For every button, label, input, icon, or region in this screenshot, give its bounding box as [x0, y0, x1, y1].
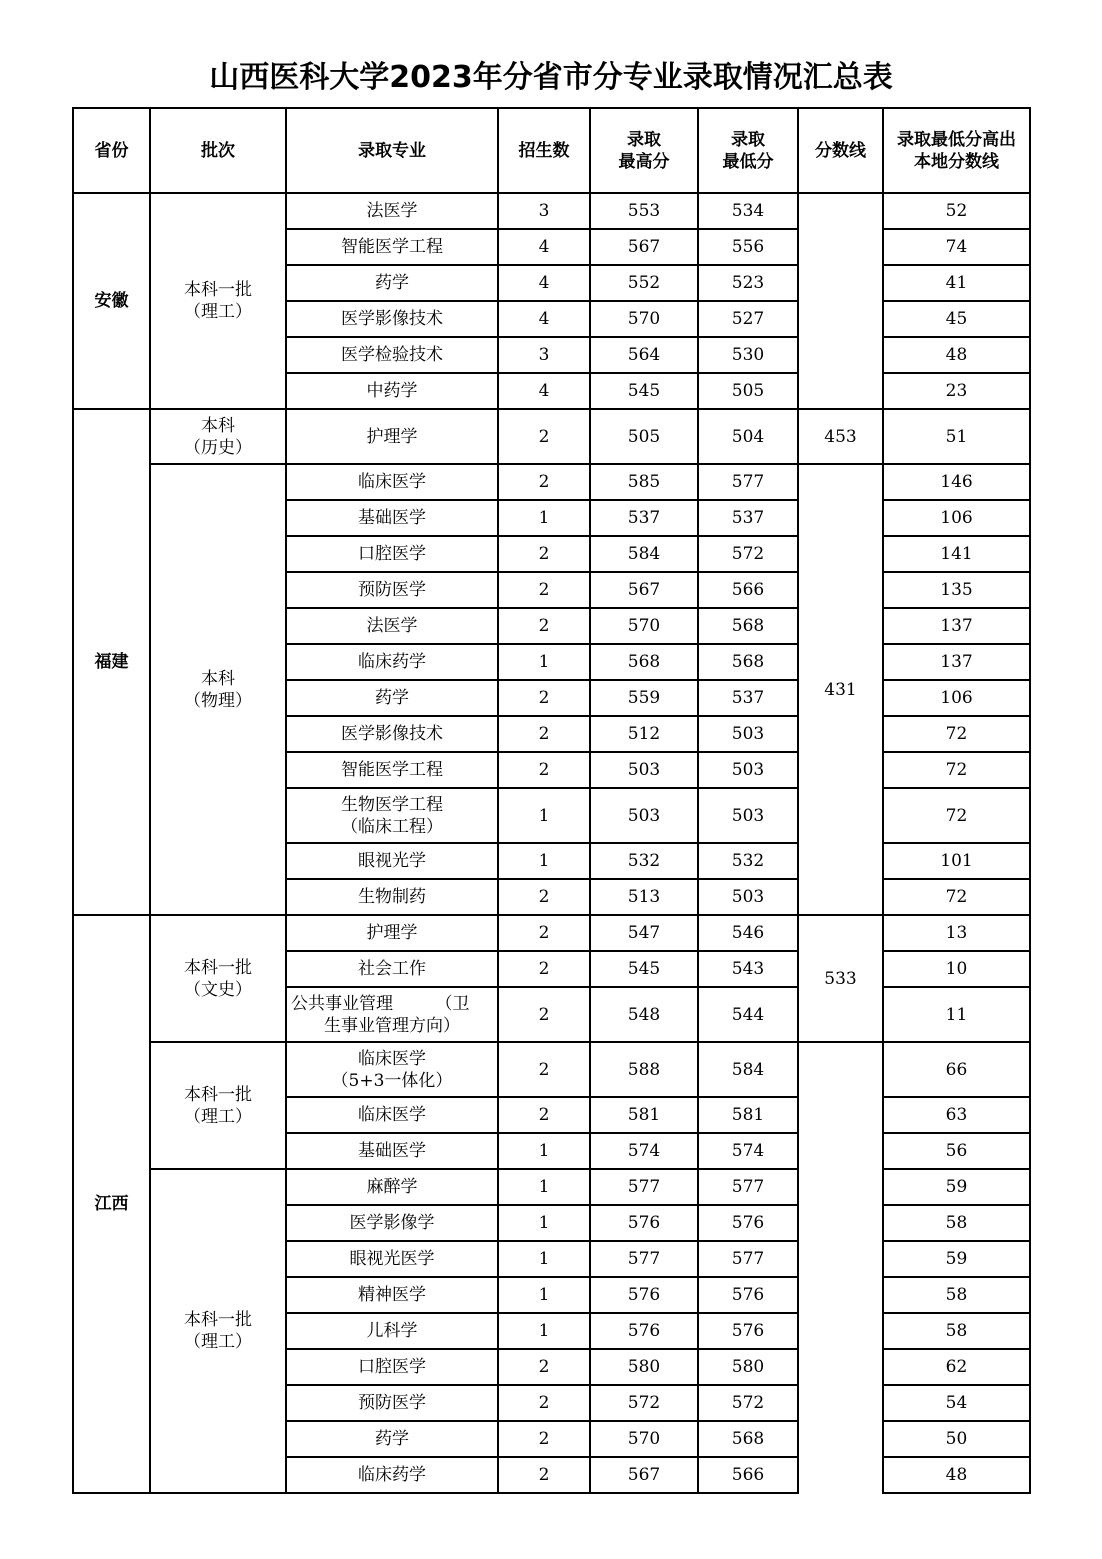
major-cell: 药学 [286, 1421, 498, 1457]
quota-cell: 1 [498, 644, 590, 680]
cutoff-cell: 533 [798, 915, 883, 1042]
min-score-cell: 584 [698, 1042, 798, 1097]
diff-cell: 58 [883, 1313, 1030, 1349]
quota-cell: 2 [498, 1457, 590, 1493]
quota-cell: 2 [498, 951, 590, 987]
quota-cell: 1 [498, 1241, 590, 1277]
major-cell: 医学影像技术 [286, 716, 498, 752]
header-major: 录取专业 [286, 108, 498, 193]
header-min-score: 录取 最低分 [698, 108, 798, 193]
major-cell: 临床医学 [286, 464, 498, 500]
max-score-cell: 585 [590, 464, 698, 500]
major-cell: 临床医学 （5+3一体化） [286, 1042, 498, 1097]
major-cell: 法医学 [286, 193, 498, 229]
quota-cell: 2 [498, 464, 590, 500]
quota-cell: 2 [498, 680, 590, 716]
diff-cell: 54 [883, 1385, 1030, 1421]
quota-cell: 1 [498, 1277, 590, 1313]
max-score-cell: 564 [590, 337, 698, 373]
table-row [73, 464, 1030, 500]
major-cell: 眼视光医学 [286, 1241, 498, 1277]
quota-cell: 2 [498, 1421, 590, 1457]
min-score-cell: 556 [698, 229, 798, 265]
quota-cell: 1 [498, 1205, 590, 1241]
major-cell: 药学 [286, 265, 498, 301]
min-score-cell: 572 [698, 536, 798, 572]
quota-cell: 2 [498, 879, 590, 915]
max-score-cell: 576 [590, 1205, 698, 1241]
quota-cell: 3 [498, 193, 590, 229]
diff-cell: 51 [883, 409, 1030, 464]
major-cell: 口腔医学 [286, 536, 498, 572]
diff-cell: 58 [883, 1205, 1030, 1241]
batch-cell: 本科一批 （理工） [150, 193, 286, 409]
min-score-cell: 577 [698, 1169, 798, 1205]
major-cell: 基础医学 [286, 1133, 498, 1169]
max-score-cell: 537 [590, 500, 698, 536]
diff-cell: 48 [883, 337, 1030, 373]
major-cell: 麻醉学 [286, 1169, 498, 1205]
max-score-cell: 505 [590, 409, 698, 464]
diff-cell: 66 [883, 1042, 1030, 1097]
major-cell: 法医学 [286, 608, 498, 644]
min-score-cell: 503 [698, 752, 798, 788]
major-cell: 护理学 [286, 915, 498, 951]
min-score-cell: 534 [698, 193, 798, 229]
quota-cell: 2 [498, 536, 590, 572]
max-score-cell: 553 [590, 193, 698, 229]
cutoff-cell [798, 193, 883, 409]
max-score-cell: 532 [590, 843, 698, 879]
quota-cell: 2 [498, 752, 590, 788]
diff-cell: 45 [883, 301, 1030, 337]
major-cell: 生物制药 [286, 879, 498, 915]
min-score-cell: 568 [698, 608, 798, 644]
diff-cell: 50 [883, 1421, 1030, 1457]
quota-cell: 2 [498, 409, 590, 464]
major-cell: 眼视光学 [286, 843, 498, 879]
diff-cell: 56 [883, 1133, 1030, 1169]
diff-cell: 106 [883, 500, 1030, 536]
cutoff-cell [798, 1042, 883, 1493]
max-score-cell: 568 [590, 644, 698, 680]
diff-cell: 101 [883, 843, 1030, 879]
max-score-cell: 503 [590, 788, 698, 843]
major-cell: 生物医学工程 （临床工程） [286, 788, 498, 843]
min-score-cell: 576 [698, 1313, 798, 1349]
diff-cell: 10 [883, 951, 1030, 987]
min-score-cell: 576 [698, 1277, 798, 1313]
diff-cell: 11 [883, 987, 1030, 1042]
diff-cell: 62 [883, 1349, 1030, 1385]
major-cell: 中药学 [286, 373, 498, 409]
header-province: 省份 [73, 108, 150, 193]
diff-cell: 52 [883, 193, 1030, 229]
min-score-cell: 503 [698, 788, 798, 843]
major-cell: 智能医学工程 [286, 229, 498, 265]
quota-cell: 2 [498, 987, 590, 1042]
max-score-cell: 545 [590, 373, 698, 409]
max-score-cell: 574 [590, 1133, 698, 1169]
header-diff: 录取最低分高出 本地分数线 [883, 108, 1030, 193]
max-score-cell: 567 [590, 229, 698, 265]
diff-cell: 23 [883, 373, 1030, 409]
min-score-cell: 568 [698, 1421, 798, 1457]
major-cell: 精神医学 [286, 1277, 498, 1313]
min-score-cell: 544 [698, 987, 798, 1042]
min-score-cell: 537 [698, 680, 798, 716]
quota-cell: 2 [498, 572, 590, 608]
province-cell: 江西 [73, 915, 150, 1493]
max-score-cell: 577 [590, 1241, 698, 1277]
admission-table [72, 107, 1031, 1494]
min-score-cell: 577 [698, 464, 798, 500]
quota-cell: 1 [498, 500, 590, 536]
min-score-cell: 527 [698, 301, 798, 337]
major-cell: 医学影像学 [286, 1205, 498, 1241]
diff-cell: 137 [883, 608, 1030, 644]
max-score-cell: 552 [590, 265, 698, 301]
diff-cell: 106 [883, 680, 1030, 716]
province-cell: 福建 [73, 409, 150, 915]
max-score-cell: 503 [590, 752, 698, 788]
major-cell: 药学 [286, 680, 498, 716]
major-cell: 智能医学工程 [286, 752, 498, 788]
major-cell: 基础医学 [286, 500, 498, 536]
header-batch: 批次 [150, 108, 286, 193]
diff-cell: 72 [883, 752, 1030, 788]
quota-cell: 4 [498, 229, 590, 265]
diff-cell: 146 [883, 464, 1030, 500]
max-score-cell: 581 [590, 1097, 698, 1133]
min-score-cell: 503 [698, 716, 798, 752]
max-score-cell: 584 [590, 536, 698, 572]
max-score-cell: 588 [590, 1042, 698, 1097]
min-score-cell: 504 [698, 409, 798, 464]
batch-cell: 本科 （物理） [150, 464, 286, 915]
min-score-cell: 574 [698, 1133, 798, 1169]
max-score-cell: 567 [590, 572, 698, 608]
diff-cell: 59 [883, 1241, 1030, 1277]
major-cell: 医学影像技术 [286, 301, 498, 337]
diff-cell: 72 [883, 788, 1030, 843]
max-score-cell: 577 [590, 1169, 698, 1205]
max-score-cell: 570 [590, 608, 698, 644]
quota-cell: 1 [498, 1313, 590, 1349]
major-cell: 口腔医学 [286, 1349, 498, 1385]
max-score-cell: 513 [590, 879, 698, 915]
diff-cell: 72 [883, 716, 1030, 752]
major-cell: 临床药学 [286, 1457, 498, 1493]
diff-cell: 41 [883, 265, 1030, 301]
major-cell: 预防医学 [286, 572, 498, 608]
max-score-cell: 572 [590, 1385, 698, 1421]
quota-cell: 4 [498, 373, 590, 409]
batch-cell: 本科一批 （理工） [150, 1169, 286, 1493]
max-score-cell: 570 [590, 301, 698, 337]
min-score-cell: 523 [698, 265, 798, 301]
max-score-cell: 547 [590, 915, 698, 951]
header-max-score: 录取 最高分 [590, 108, 698, 193]
max-score-cell: 512 [590, 716, 698, 752]
min-score-cell: 503 [698, 879, 798, 915]
max-score-cell: 548 [590, 987, 698, 1042]
major-cell: 护理学 [286, 409, 498, 464]
max-score-cell: 576 [590, 1313, 698, 1349]
max-score-cell: 567 [590, 1457, 698, 1493]
diff-cell: 135 [883, 572, 1030, 608]
max-score-cell: 559 [590, 680, 698, 716]
batch-cell: 本科一批 （文史） [150, 915, 286, 1042]
diff-cell: 58 [883, 1277, 1030, 1313]
diff-cell: 74 [883, 229, 1030, 265]
max-score-cell: 545 [590, 951, 698, 987]
quota-cell: 1 [498, 1169, 590, 1205]
major-cell: 公共事业管理 （卫 生事业管理方向） [286, 987, 498, 1042]
min-score-cell: 576 [698, 1205, 798, 1241]
quota-cell: 3 [498, 337, 590, 373]
document-title: 山西医科大学2023年分省市分专业录取情况汇总表 [209, 60, 893, 95]
major-cell: 社会工作 [286, 951, 498, 987]
table-row [73, 193, 1030, 229]
min-score-cell: 566 [698, 1457, 798, 1493]
quota-cell: 2 [498, 716, 590, 752]
table-row [73, 1042, 1030, 1097]
quota-cell: 4 [498, 265, 590, 301]
min-score-cell: 581 [698, 1097, 798, 1133]
min-score-cell: 532 [698, 843, 798, 879]
table-row [73, 1169, 1030, 1205]
header-cutoff: 分数线 [798, 108, 883, 193]
quota-cell: 1 [498, 1133, 590, 1169]
cutoff-cell: 431 [798, 464, 883, 915]
diff-cell: 72 [883, 879, 1030, 915]
major-cell: 儿科学 [286, 1313, 498, 1349]
min-score-cell: 577 [698, 1241, 798, 1277]
table-row [73, 409, 1030, 464]
min-score-cell: 530 [698, 337, 798, 373]
quota-cell: 2 [498, 915, 590, 951]
header-row [73, 108, 1030, 193]
diff-cell: 48 [883, 1457, 1030, 1493]
max-score-cell: 570 [590, 1421, 698, 1457]
min-score-cell: 505 [698, 373, 798, 409]
min-score-cell: 537 [698, 500, 798, 536]
diff-cell: 141 [883, 536, 1030, 572]
quota-cell: 4 [498, 301, 590, 337]
quota-cell: 2 [498, 1097, 590, 1133]
min-score-cell: 572 [698, 1385, 798, 1421]
province-cell: 安徽 [73, 193, 150, 409]
table-row [73, 915, 1030, 951]
max-score-cell: 580 [590, 1349, 698, 1385]
diff-cell: 59 [883, 1169, 1030, 1205]
major-cell: 医学检验技术 [286, 337, 498, 373]
min-score-cell: 568 [698, 644, 798, 680]
max-score-cell: 576 [590, 1277, 698, 1313]
batch-cell: 本科一批 （理工） [150, 1042, 286, 1169]
quota-cell: 1 [498, 788, 590, 843]
cutoff-cell: 453 [798, 409, 883, 464]
diff-cell: 63 [883, 1097, 1030, 1133]
quota-cell: 2 [498, 608, 590, 644]
quota-cell: 2 [498, 1042, 590, 1097]
min-score-cell: 580 [698, 1349, 798, 1385]
batch-cell: 本科 （历史） [150, 409, 286, 464]
major-cell: 预防医学 [286, 1385, 498, 1421]
diff-cell: 137 [883, 644, 1030, 680]
quota-cell: 2 [498, 1349, 590, 1385]
quota-cell: 2 [498, 1385, 590, 1421]
major-cell: 临床医学 [286, 1097, 498, 1133]
header-quota: 招生数 [498, 108, 590, 193]
diff-cell: 13 [883, 915, 1030, 951]
min-score-cell: 546 [698, 915, 798, 951]
major-cell: 临床药学 [286, 644, 498, 680]
quota-cell: 1 [498, 843, 590, 879]
min-score-cell: 566 [698, 572, 798, 608]
min-score-cell: 543 [698, 951, 798, 987]
